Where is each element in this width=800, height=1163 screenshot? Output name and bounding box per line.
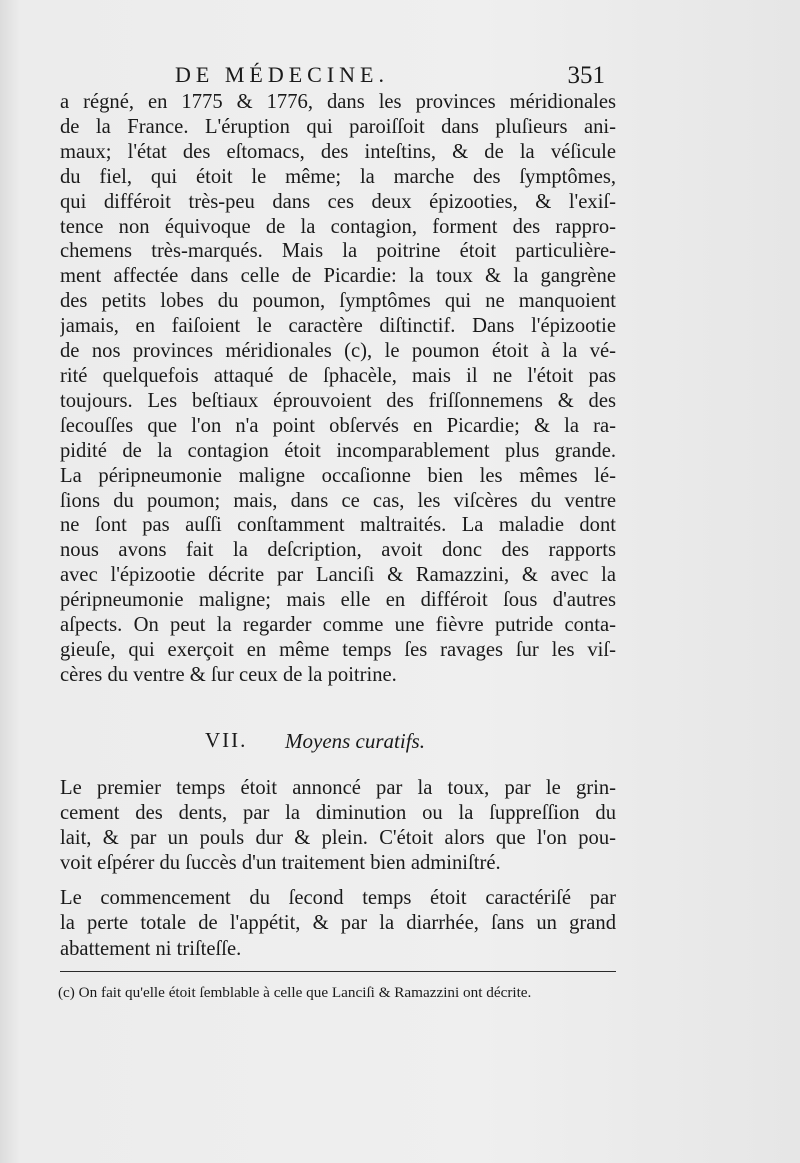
text-line: a régné, en 1775 & 1776, dans les provinces méridionales [60, 91, 616, 113]
footnote: (c) On fait qu'elle étoit ſemblable à celle que Lanciſi & Ramazzini ont décrite. [58, 984, 532, 1001]
running-title: DE MÉDECINE. [175, 62, 389, 87]
text-line: péripneumonie maligne; mais elle en différoit ſous d'autres [60, 589, 616, 612]
text-line: du fiel, qui étoit le même; la marche des ſymptômes, [60, 165, 616, 188]
text-line: nous avons fait la deſcription, avoit donc des rapports [60, 539, 616, 562]
text-line: La péripneumonie maligne occaſionne bien les mêmes lé- [60, 464, 616, 487]
paragraphs-2-3 [60, 776, 616, 962]
text-line: ſecouſſes que l'on n'a point obſervés en Picardie; & la ra- [60, 414, 616, 437]
text-line: ne ſont pas auſſi conſtamment maltraités. La maladie dont [60, 514, 616, 537]
paragraph-1 [60, 90, 616, 688]
text-line: rité quelquefois attaqué de ſphacèle, mais il ne l'étoit pas [60, 364, 616, 387]
text-line: ment affectée dans celle de Picardie: la toux & la gangrène [60, 265, 616, 288]
section-number: VII. [205, 728, 248, 752]
text-line: Le commencement du ſecond temps étoit caractériſé par [60, 887, 616, 910]
text-line: de la France. L'éruption qui paroiſſoit dans pluſieurs ani- [60, 115, 616, 138]
text-line: tence non équivoque de la contagion, forment des rappro- [60, 215, 616, 238]
text-line: aſpects. On peut la regarder comme une fièvre putride conta- [60, 614, 616, 637]
text-line: pidité de la contagion étoit incomparablement plus grande. [60, 439, 616, 462]
text-line: de nos provinces méridionales (c), le poumon étoit à la vé- [60, 340, 616, 363]
text-line: gieuſe, qui exerçoit en même temps ſes ravages ſur les viſ- [60, 638, 616, 661]
section-title: Moyens curatifs. [285, 729, 425, 753]
text-line: maux; l'état des eſtomacs, des inteſtins, & de la véſicule [60, 140, 616, 163]
text-line: jamais, en faiſoient le caractère diſtinctif. Dans l'épizootie [60, 315, 616, 338]
text-line: des petits lobes du poumon, ſymptômes qui ne manquoient [60, 290, 616, 313]
text-line: cères du ventre & ſur ceux de la poitrine. [60, 663, 397, 686]
text-line: abattement ni triſteſſe. [60, 937, 242, 960]
text-line: ſions du poumon; mais, dans ce cas, les viſcères du ventre [60, 489, 616, 512]
text-line: qui différoit très-peu dans ces deux épizooties, & l'exiſ- [60, 190, 616, 213]
text-line: voit eſpérer du ſuccès d'un traitement bien adminiſtré. [60, 852, 501, 875]
text-line: Le premier temps étoit annoncé par la toux, par le grin- [60, 777, 616, 799]
text-line: cement des dents, par la diminution ou la ſuppreſſion du [60, 802, 616, 825]
text-line: lait, & par un pouls dur & plein. C'étoit alors que l'on pou- [60, 827, 616, 850]
text-line: toujours. Les beſtiaux éprouvoient des friſſonnemens & des [60, 389, 616, 412]
footnote-rule [60, 971, 616, 972]
text-line: la perte totale de l'appétit, & par la diarrhée, ſans un grand [60, 912, 616, 935]
text-line: avec l'épizootie décrite par Lanciſi & Ramazzini, & avec la [60, 564, 616, 587]
text-line: chemens très-marqués. Mais la poitrine étoit particulière- [60, 240, 616, 263]
paragraph-gap [60, 876, 616, 886]
page-number: 351 [567, 62, 605, 89]
